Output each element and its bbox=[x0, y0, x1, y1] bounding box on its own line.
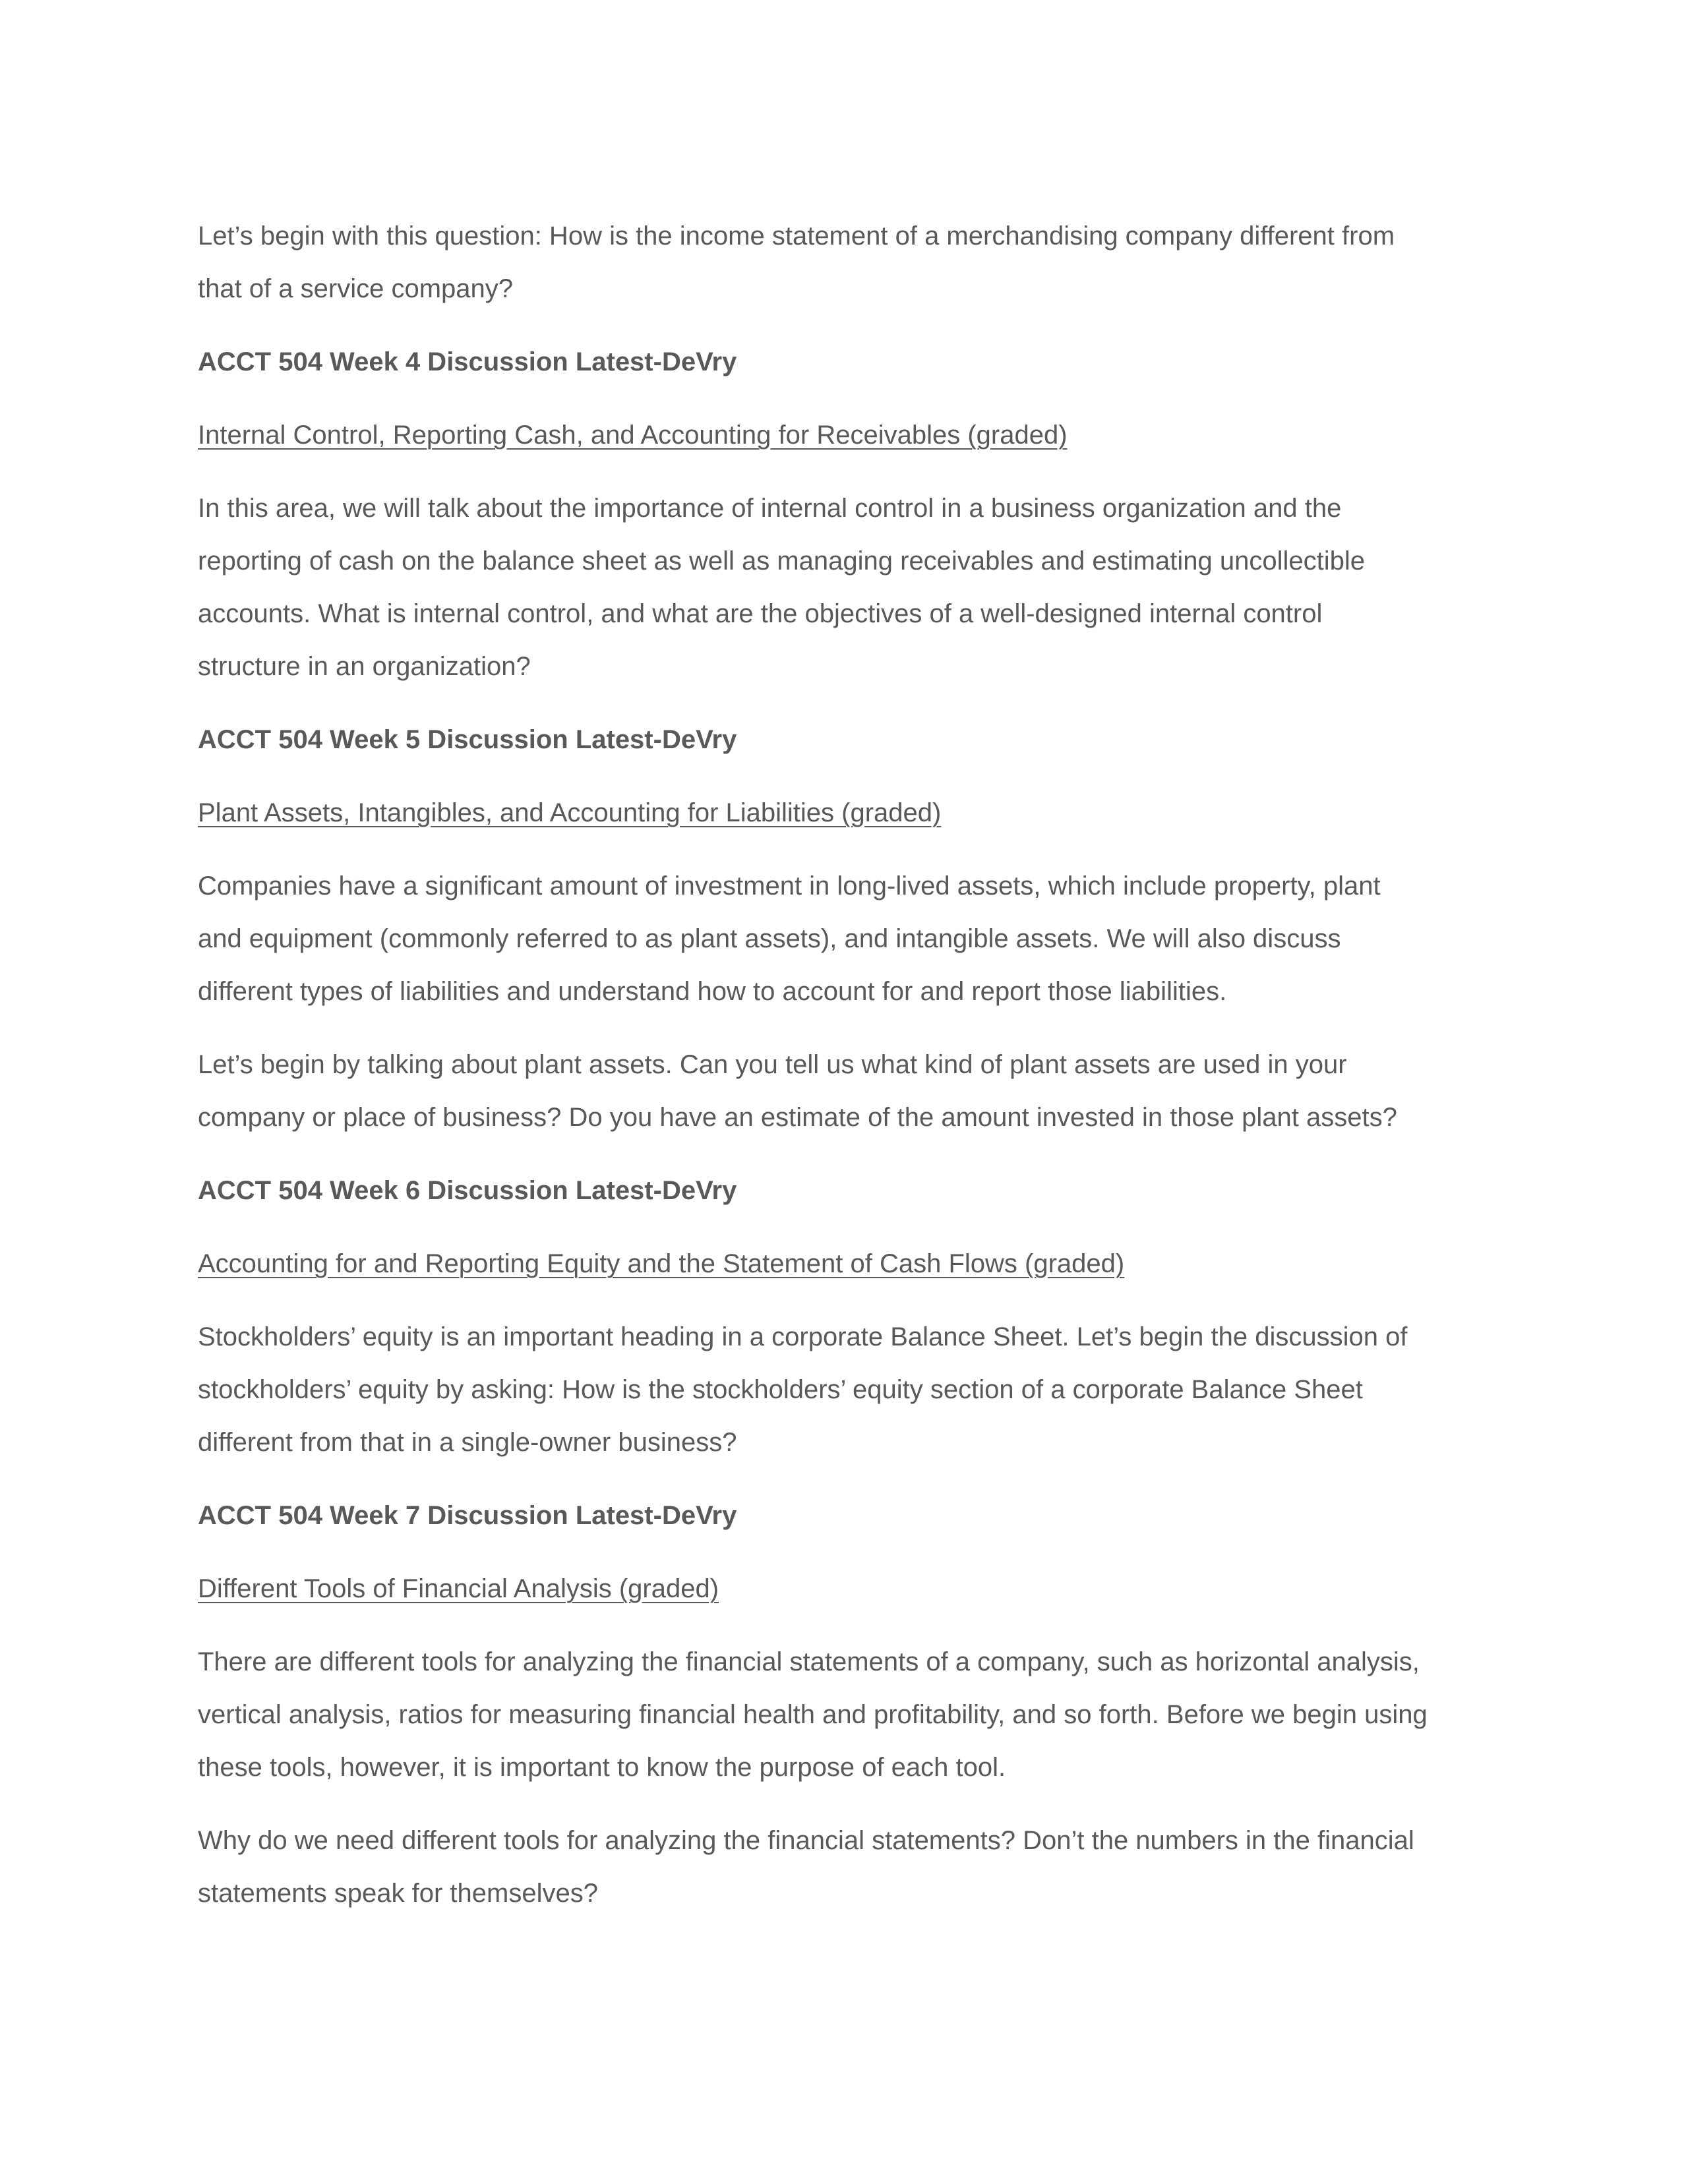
intro-paragraph bbox=[198, 210, 1490, 315]
text-line: accounts. What is internal control, and what are the objectives of a well-designed internal control bbox=[198, 599, 1323, 628]
week-4-topic: Internal Control, Reporting Cash, and Accounting for Receivables (graded) bbox=[198, 421, 1068, 450]
week-6-topic: Accounting for and Reporting Equity and the Statement of Cash Flows (graded) bbox=[198, 1249, 1125, 1278]
text-line: Companies have a significant amount of investment in long-lived assets, which include property, plant bbox=[198, 871, 1381, 900]
week-4-heading: ACCT 504 Week 4 Discussion Latest-DeVry bbox=[198, 347, 737, 376]
week-7-paragraph bbox=[198, 1636, 1490, 1794]
week-5-heading: ACCT 504 Week 5 Discussion Latest-DeVry bbox=[198, 725, 737, 754]
text-line: these tools, however, it is important to know the purpose of each tool. bbox=[198, 1753, 1006, 1782]
week-5-topic: Plant Assets, Intangibles, and Accounting for Liabilities (graded) bbox=[198, 798, 942, 827]
text-line: reporting of cash on the balance sheet as well as managing receivables and estimating uncollectible bbox=[198, 546, 1365, 576]
week-7-topic: Different Tools of Financial Analysis (graded) bbox=[198, 1574, 719, 1603]
text-line: In this area, we will talk about the importance of internal control in a business organization and the bbox=[198, 494, 1342, 523]
text-line: Let’s begin with this question: How is the income statement of a merchandising company different from bbox=[198, 221, 1395, 251]
text-line: structure in an organization? bbox=[198, 652, 531, 681]
text-line: statements speak for themselves? bbox=[198, 1879, 598, 1908]
week-6-paragraph bbox=[198, 1311, 1490, 1469]
week-5-paragraph bbox=[198, 860, 1490, 1018]
text-line: that of a service company? bbox=[198, 274, 514, 303]
week-7-paragraph-2 bbox=[198, 1814, 1490, 1920]
text-line: Why do we need different tools for analyzing the financial statements? Don’t the numbers in the financial bbox=[198, 1826, 1414, 1855]
text-line: vertical analysis, ratios for measuring financial health and profitability, and so forth. Before we begin using bbox=[198, 1700, 1428, 1729]
week-6-heading: ACCT 504 Week 6 Discussion Latest-DeVry bbox=[198, 1176, 737, 1205]
week-7-heading: ACCT 504 Week 7 Discussion Latest-DeVry bbox=[198, 1501, 737, 1530]
week-5-paragraph-2 bbox=[198, 1038, 1490, 1144]
text-line: company or place of business? Do you have an estimate of the amount invested in those plant assets? bbox=[198, 1103, 1397, 1132]
text-line: different from that in a single-owner business? bbox=[198, 1428, 737, 1457]
text-line: Stockholders’ equity is an important heading in a corporate Balance Sheet. Let’s begin the discussion of bbox=[198, 1322, 1408, 1351]
document-body bbox=[198, 210, 1490, 1940]
week-4-paragraph bbox=[198, 482, 1490, 693]
text-line: different types of liabilities and understand how to account for and report those liabilities. bbox=[198, 977, 1227, 1006]
text-line: stockholders’ equity by asking: How is the stockholders’ equity section of a corporate Balance Sheet bbox=[198, 1375, 1363, 1404]
text-line: and equipment (commonly referred to as plant assets), and intangible assets. We will also discuss bbox=[198, 924, 1341, 953]
text-line: There are different tools for analyzing the financial statements of a company, such as horizontal analysis, bbox=[198, 1647, 1420, 1676]
text-line: Let’s begin by talking about plant assets. Can you tell us what kind of plant assets are used in your bbox=[198, 1050, 1347, 1079]
